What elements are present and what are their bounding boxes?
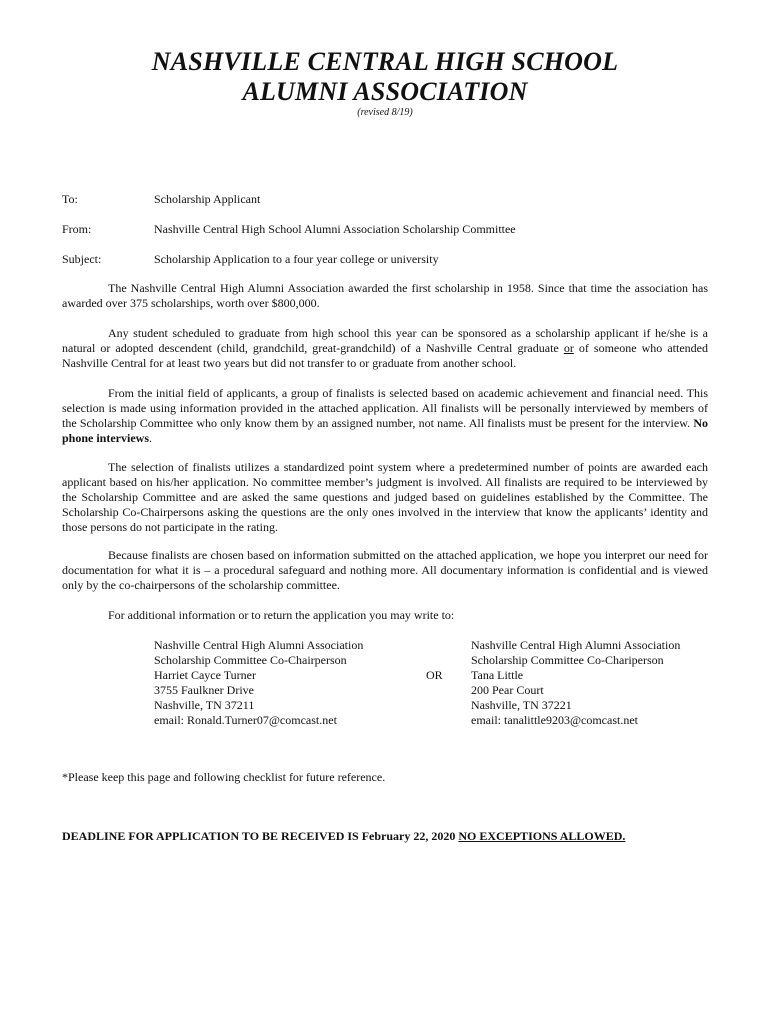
selection-end: . bbox=[149, 430, 152, 445]
address-left-email: email: Ronald.Turner07@comcast.net bbox=[154, 713, 337, 727]
address-right-line: Nashville Central High Alumni Association bbox=[471, 638, 681, 652]
no-phone-interviews: No phone interviews bbox=[62, 415, 708, 445]
deadline-no-exceptions: NO EXCEPTIONS ALLOWED. bbox=[458, 829, 626, 843]
memo-to-value: Scholarship Applicant bbox=[154, 192, 261, 206]
address-right-line: 200 Pear Court bbox=[471, 683, 544, 697]
address-left-line: Scholarship Committee Co-Chairperson bbox=[154, 653, 347, 667]
address-or-separator: OR bbox=[426, 668, 443, 682]
revision-note: (revised 8/19) bbox=[357, 107, 413, 118]
address-right-line: Tana Little bbox=[471, 668, 524, 682]
paragraph-eligibility bbox=[62, 326, 708, 371]
selection-text: From the initial field of applicants, a group of finalists is selected based on academic achievement and financial need. This selection is made using information provided in the attached application. All finalists will be personally interviewed by members of the Scholarship Committee who only know them by an assigned number, not name. All finalists must be present for the interview. bbox=[62, 386, 708, 430]
reference-note: *Please keep this page and following checklist for future reference. bbox=[62, 770, 386, 784]
paragraph-point-system: The selection of finalists utilizes a standardized point system where a predetermined number of points are awarded each applicant based on his/her application. No committee member’s judgment is involved. All finalists are required to be interviewed by the Scholarship Committee and are asked the same questions and judged based on guidelines established by the Committee. The Scholarship Co-Chairpersons asking the questions are the only ones involved in the interview that know the applicants’ identity and those persons do not participate in the rating. bbox=[62, 460, 708, 534]
address-right-email: email: tanalittle9203@comcast.net bbox=[471, 713, 638, 727]
memo-subject-value: Scholarship Application to a four year college or university bbox=[154, 252, 439, 266]
paragraph-documentation: Because finalists are chosen based on information submitted on the attached application, we hope you interpret our need for documentation for what it is – a procedural safeguard and nothing more. All documentary information is confidential and is viewed only by the co-chairpersons of the scholarship committee. bbox=[62, 548, 708, 592]
eligibility-text-a: Any student scheduled to graduate from high school this year can be sponsored as a scholarship applicant if he/she is a natural or adopted descendent (child, grandchild, great-grandchild) of a Nashville Central graduate bbox=[62, 326, 708, 355]
deadline-text: DEADLINE FOR APPLICATION TO BE RECEIVED IS February 22, 2020 bbox=[62, 829, 459, 843]
address-left-line: Nashville Central High Alumni Association bbox=[154, 638, 364, 652]
address-left-line: Nashville, TN 37211 bbox=[154, 698, 255, 712]
address-right-line: Nashville, TN 37221 bbox=[471, 698, 572, 712]
page-title-line-2: ALUMNI ASSOCIATION bbox=[242, 77, 528, 106]
address-block-left bbox=[154, 638, 363, 728]
address-right-line: Scholarship Committee Co-Chariperson bbox=[471, 653, 664, 667]
paragraph-selection bbox=[62, 386, 708, 446]
memo-from-label: From: bbox=[62, 222, 92, 236]
address-left-line: Harriet Cayce Turner bbox=[154, 668, 256, 682]
eligibility-text-b: of someone who attended Nashville Central for at least two years but did not transfer to or graduate from another school. bbox=[62, 340, 708, 370]
page-title-line-1: NASHVILLE CENTRAL HIGH SCHOOL bbox=[151, 47, 619, 76]
address-left-line: 3755 Faulkner Drive bbox=[154, 683, 254, 697]
address-block-right bbox=[471, 638, 680, 728]
memo-subject-label: Subject: bbox=[62, 252, 102, 266]
paragraph-history: The Nashville Central High Alumni Association awarded the first scholarship in 1958. Since that time the association has awarded over 375 scholarships, worth over $800,000. bbox=[62, 281, 708, 310]
memo-from-value: Nashville Central High School Alumni Association Scholarship Committee bbox=[154, 222, 516, 236]
memo-to-label: To: bbox=[62, 192, 78, 206]
paragraph-contact-intro: For additional information or to return the application you may write to: bbox=[108, 608, 455, 622]
eligibility-or: or bbox=[563, 340, 574, 355]
deadline-notice bbox=[62, 829, 625, 844]
